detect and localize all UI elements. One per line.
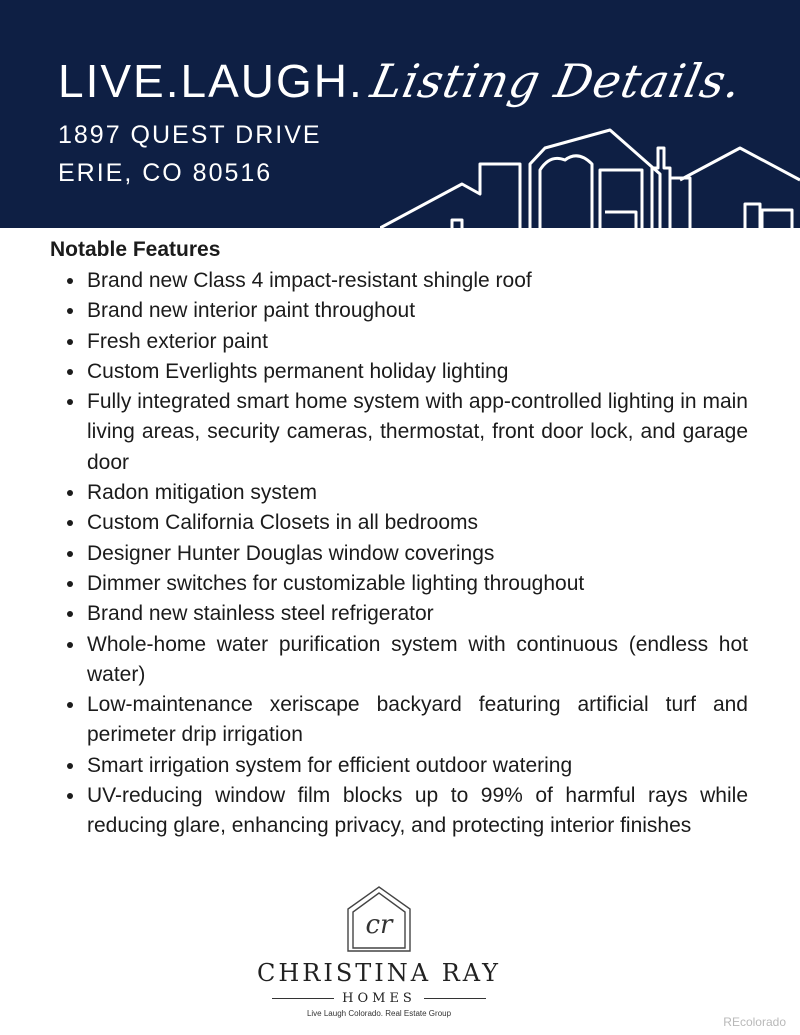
logo-tagline: Live Laugh Colorado. Real Estate Group — [306, 1009, 452, 1018]
address-city: ERIE, CO 80516 — [58, 159, 273, 187]
feature-list-item — [48, 539, 748, 569]
feature-list-item — [48, 357, 748, 387]
feature-text: Brand new interior paint throughout — [87, 299, 416, 323]
feature-list-item — [48, 690, 748, 751]
feature-text: Brand new stainless steel refrigerator — [87, 602, 434, 626]
watermark: REcolorado — [723, 1015, 786, 1029]
feature-text: Radon mitigation system — [87, 481, 317, 505]
monogram-text: cr — [365, 910, 393, 940]
brand-main-text: LIVE.LAUGH. — [58, 55, 364, 107]
feature-list-item — [48, 599, 748, 629]
feature-text: Smart irrigation system for efficient outdoor watering — [87, 753, 573, 777]
feature-list-item — [48, 781, 748, 842]
address-street: 1897 QUEST DRIVE — [58, 121, 322, 149]
feature-text: Custom Everlights permanent holiday lighting — [87, 359, 509, 383]
bullet-icon — [67, 308, 73, 314]
logo-sub-row — [248, 991, 510, 1006]
bullet-icon — [67, 278, 73, 284]
bullet-icon — [67, 642, 73, 648]
bullet-icon — [67, 581, 73, 587]
feature-text: Fresh exterior paint — [87, 329, 268, 353]
feature-text: Custom California Closets in all bedrooms — [87, 511, 478, 535]
feature-list-item — [48, 266, 748, 296]
feature-list-item — [48, 478, 748, 508]
bullet-icon — [67, 339, 73, 345]
logo-sub: HOMES — [342, 991, 416, 1006]
features-section — [48, 238, 748, 842]
bullet-icon — [67, 490, 73, 496]
bullet-icon — [67, 399, 73, 405]
bullet-icon — [67, 763, 73, 769]
feature-text: Designer Hunter Douglas window coverings — [87, 541, 495, 565]
features-list — [48, 266, 748, 842]
feature-text: Brand new Class 4 impact-resistant shingle roof — [87, 269, 532, 292]
feature-text: Low-maintenance xeriscape backyard featuring artificial turf and perimeter drip irrigation — [87, 693, 748, 747]
feature-list-item — [48, 751, 748, 781]
feature-list-item — [48, 630, 748, 691]
logo-name: CHRISTINA RAY — [256, 959, 501, 987]
brand-script-text: Listing Details. — [366, 54, 747, 108]
header-banner — [0, 0, 800, 228]
feature-list-item — [48, 569, 748, 599]
feature-list-item — [48, 296, 748, 326]
bullet-icon — [67, 369, 73, 375]
brand-title — [58, 54, 747, 108]
feature-text: UV-reducing window film blocks up to 99% of harmful rays while reducing glare, enhancing privacy, and protecting interior finishes — [87, 784, 748, 838]
skyline-illustration-icon — [380, 120, 800, 228]
feature-list-item — [48, 327, 748, 357]
feature-list-item — [48, 387, 748, 478]
bullet-icon — [67, 793, 73, 799]
bullet-icon — [67, 551, 73, 557]
bullet-icon — [67, 702, 73, 708]
bullet-icon — [67, 520, 73, 526]
house-monogram-icon — [344, 885, 414, 955]
features-heading: Notable Features — [50, 238, 221, 261]
feature-list-item — [48, 508, 748, 538]
feature-text: Whole-home water purification system with continuous (endless hot water) — [87, 632, 748, 686]
logo-rule-left — [272, 998, 334, 999]
bullet-icon — [67, 611, 73, 617]
company-logo — [248, 885, 510, 1025]
feature-text: Fully integrated smart home system with app-controlled lighting in main living areas, security cameras, thermostat, front door lock, and garage door — [87, 390, 748, 474]
feature-text: Dimmer switches for customizable lighting throughout — [87, 571, 585, 595]
logo-rule-right — [424, 998, 486, 999]
